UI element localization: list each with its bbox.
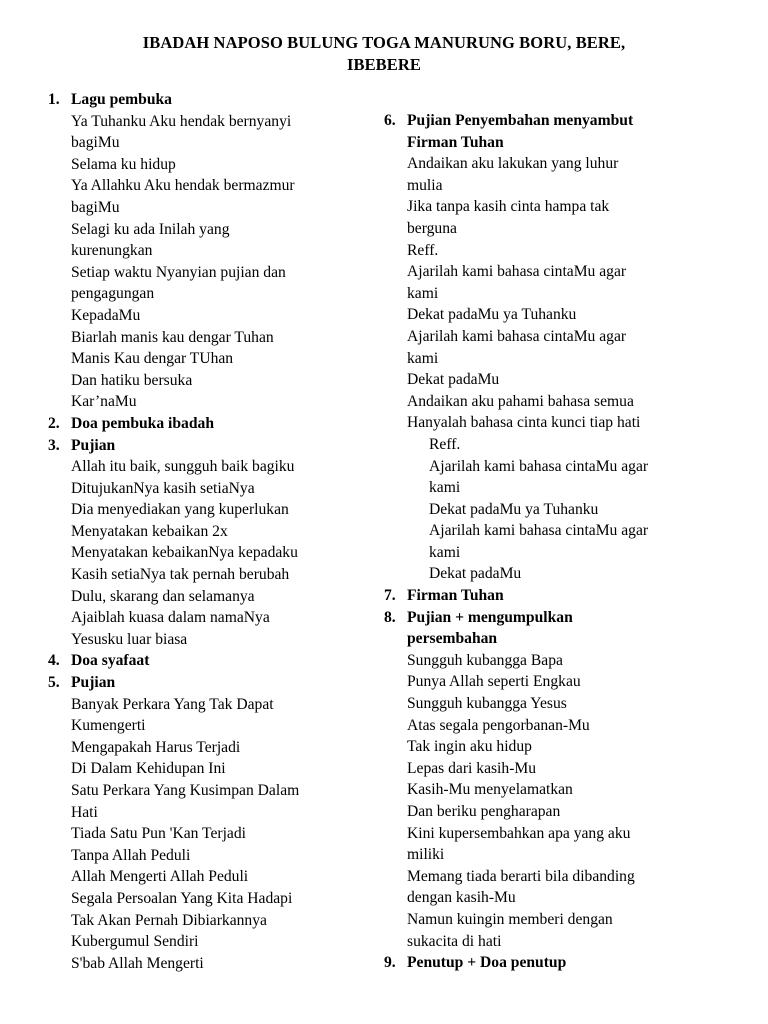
lyric-line: Hanyalah bahasa cinta kunci tiap hati [407,414,641,432]
lyric-line: Jika tanpa kasih cinta hampa tak [407,198,610,216]
lyric-line: miliki [407,846,445,864]
section-number: 5. [48,674,60,692]
lyric-line: mulia [407,176,443,194]
lyric-line: Dekat padaMu [429,565,522,583]
lyric-line: Andaikan aku pahami bahasa semua [407,392,634,410]
title-line-2: IBEBERE [346,55,422,74]
section-number: 7. [384,587,396,605]
lyric-line: kurenungkan [71,242,153,260]
lyric-line: Dan hatiku bersuka [71,371,193,389]
lyric-line: dengan kasih-Mu [407,889,516,907]
lyric-line: Hati [71,803,98,821]
lyric-line: Tiada Satu Pun 'Kan Terjadi [71,825,246,843]
lyric-line: Menyatakan kebaikan 2x [71,522,228,540]
lyric-line: Banyak Perkara Yang Tak Dapat [71,695,274,713]
title-line-1: IBADAH NAPOSO BULUNG TOGA MANURUNG BORU, BERE, [142,33,626,52]
lyric-line: Tak Akan Pernah Dibiarkannya [71,911,267,929]
section-title: Doa syafaat [71,652,150,670]
section-number: 1. [48,91,60,108]
lyric-line: Dekat padaMu ya Tuhanku [429,500,599,518]
section-number: 2. [48,414,60,432]
lyric-line: Reff. [429,435,461,453]
section-heading [384,607,714,629]
lyric-line: Reff. [407,241,439,259]
lyric-line: kami [429,479,461,497]
lyric-line: Manis Kau dengar TUhan [71,350,234,368]
lyric-line: Ya Tuhanku Aku hendak bernyanyi [71,112,292,130]
lyric-line: Ya Allahku Aku hendak bermazmur [71,177,295,195]
lyric-line: Dan beriku pengharapan [407,803,561,820]
section-title: Doa pembuka ibadah [71,414,214,432]
lyric-line: Segala Persoalan Yang Kita Hadapi [71,889,293,907]
lyric-line: DitujukanNya kasih setiaNya [71,479,255,497]
lyric-line: sukacita di hati [407,932,502,950]
section-number: 3. [48,436,60,454]
section-title: Firman Tuhan [407,587,504,605]
lyric-line: KepadaMu [71,306,141,324]
lyric-line: Lepas dari kasih-Mu [407,759,537,777]
section-number: 8. [384,608,396,626]
section-heading [48,435,378,457]
lyric-line: Kasih-Mu menyelamatkan [407,781,573,799]
lyric-line: kami [429,543,461,561]
lyric-line: Kumengerti [71,717,146,735]
left-column [48,89,378,974]
lyric-line: Ajaiblah kuasa dalam namaNya [71,609,270,627]
section-title: Pujian Penyembahan menyambut [407,112,634,129]
section-title-continued: Firman Tuhan [407,133,504,151]
lyric-line: Ajarilah kami bahasa cintaMu agar [407,327,627,345]
lyric-line: kami [407,349,439,367]
lyric-line: Kubergumul Sendiri [71,933,199,951]
lyric-line: bagiMu [71,198,120,216]
lyric-line: Memang tiada berarti bila dibanding [407,867,635,885]
section-heading [48,413,378,435]
section-heading [48,672,378,694]
lyric-line: Namun kuingin memberi dengan [407,910,613,928]
lyric-line: Dekat padaMu [407,371,500,389]
lyric-line: Andaikan aku lakukan yang luhur [407,155,619,173]
lyric-line: Yesusku luar biasa [71,630,188,648]
lyric-line: Mengapakah Harus Terjadi [71,738,241,756]
lyric-line: Allah itu baik, sungguh baik bagiku [71,458,295,476]
lyric-line: Dia menyediakan yang kuperlukan [71,501,289,519]
lyric-line: Di Dalam Kehidupan Ini [71,760,226,778]
section-title: Penutup + Doa penutup [407,954,567,972]
lyric-line: Satu Perkara Yang Kusimpan Dalam [71,782,300,799]
section-number: 6. [384,112,396,129]
document-title [60,32,708,76]
lyric-line: Ajarilah kami bahasa cintaMu agar [429,457,649,475]
section-number: 9. [384,954,396,972]
lyric-line: Selagi ku ada Inilah yang [71,220,230,238]
section-title: Pujian [71,674,116,692]
section-number: 4. [48,652,60,670]
lyric-line: Ajarilah kami bahasa cintaMu agar [407,263,627,281]
lyric-line: Tanpa Allah Peduli [71,846,191,864]
lyric-line: Punya Allah seperti Engkau [407,673,581,691]
section-heading [48,650,378,672]
right-column [384,110,714,974]
section-title: Pujian + mengumpulkan [407,608,573,626]
section-title: Pujian [71,436,116,454]
lyric-line: kami [407,284,439,302]
lyric-line: bagiMu [71,134,120,152]
lyric-line: Kini kupersembahkan apa yang aku [407,824,631,842]
lyric-line: Dekat padaMu ya Tuhanku [407,306,577,324]
lyric-line: pengagungan [71,285,155,303]
lyric-line: berguna [407,219,457,237]
lyric-line: Selama ku hidup [71,155,176,173]
lyric-line: Menyatakan kebaikanNya kepadaku [71,544,298,562]
section-title: Lagu pembuka [71,91,172,108]
section-heading [384,110,714,132]
lyric-line: Kar’naMu [71,393,137,411]
section-title-continued: persembahan [407,630,498,648]
lyric-line: Ajarilah kami bahasa cintaMu agar [429,522,649,540]
lyric-line: Kasih setiaNya tak pernah berubah [71,566,290,584]
lyric-line: Biarlah manis kau dengar Tuhan [71,328,274,346]
lyric-line: Allah Mengerti Allah Peduli [71,868,249,886]
lyric-line: Sungguh kubangga Yesus [407,695,567,713]
section-heading [384,585,714,607]
lyric-line: Dulu, skarang dan selamanya [71,587,255,605]
lyric-line: S'bab Allah Mengerti [71,954,204,972]
section-heading [384,952,714,974]
lyric-line: Atas segala pengorbanan-Mu [407,716,590,734]
section-heading [48,89,378,111]
lyric-line: Tak ingin aku hidup [407,738,532,756]
lyric-line: Sungguh kubangga Bapa [407,651,563,669]
lyric-line: Setiap waktu Nyanyian pujian dan [71,263,286,281]
